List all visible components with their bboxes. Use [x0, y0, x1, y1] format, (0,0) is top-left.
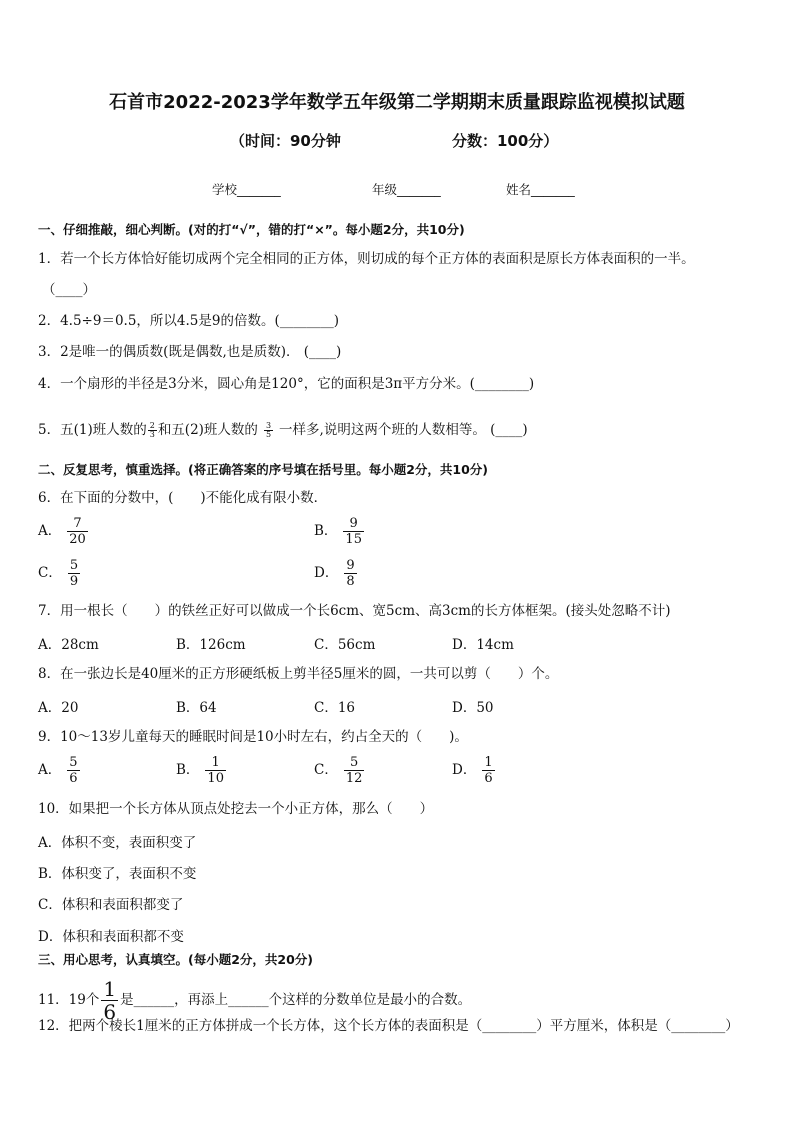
question-6: 6．在下面的分数中，( )不能化成有限小数． [38, 490, 328, 506]
q9-option-a[interactable]: A． $\frac{5}{6}$ [38, 755, 78, 786]
q7-option-d[interactable]: D．14cm [452, 637, 514, 653]
question-5-middle: 和五(2)班人数的 [157, 422, 258, 438]
q8-option-a[interactable]: A．20 [38, 700, 79, 716]
q6-option-a[interactable]: A． $\frac{7}{20}$ [38, 516, 86, 547]
q9-option-c[interactable]: C． $\frac{5}{12}$ [314, 755, 363, 786]
question-11-suffix: 是______，再添上______个这样的分数单位是最小的合数。 [120, 992, 472, 1008]
school-field[interactable]: 学校_______ [212, 182, 281, 197]
q7-option-b[interactable]: B．126cm [176, 637, 246, 653]
q9-option-d-fraction: $\frac{1}{6}$ [484, 755, 493, 786]
q8-option-b[interactable]: B．64 [176, 700, 217, 716]
section1-heading: 一、仔细推敲，细心判断。(对的打“√”，错的打“×”。每小题2分，共10分) [38, 222, 465, 237]
q6-option-c-fraction: $\frac{5}{9}$ [69, 558, 79, 589]
q6-option-b-fraction: $\frac{9}{15}$ [345, 516, 362, 547]
exam-time: （时间：90分钟 [230, 132, 341, 150]
question-1-answer[interactable]: （____） [42, 282, 96, 298]
q10-option-a[interactable]: A．体积不变，表面积变了 [38, 835, 197, 851]
fraction-two-thirds: $\frac{2}{3}$ [149, 421, 155, 439]
question-12: 12．把两个棱长1厘米的正方体拼成一个长方体，这个长方体的表面积是（________）平方厘米，体积是（________） [38, 1018, 739, 1034]
question-5-suffix: 一样多,说明这两个班的人数相等。 (____) [279, 422, 528, 438]
question-5-prefix: 5．五(1)班人数的 [38, 422, 147, 438]
q6-option-a-fraction: $\frac{7}{20}$ [69, 516, 86, 547]
q6-option-d[interactable]: D． $\frac{9}{8}$ [314, 558, 355, 589]
q9-option-b-fraction: $\frac{1}{10}$ [207, 755, 224, 786]
exam-score: 分数：100分） [452, 132, 559, 150]
question-2: 2．4.5÷9＝0.5，所以4.5是9的倍数。(________) [38, 313, 340, 329]
q9-option-d[interactable]: D． $\frac{1}{6}$ [452, 755, 493, 786]
grade-field[interactable]: 年级_______ [372, 182, 441, 197]
q9-option-a-fraction: $\frac{5}{6}$ [69, 755, 78, 786]
question-1-text: 1．若一个长方体恰好能切成两个完全相同的正方体，则切成的每个正方体的表面积是原长方体表面积的一半。 [38, 251, 695, 267]
q9-option-b[interactable]: B． $\frac{1}{10}$ [176, 755, 224, 786]
q10-option-c[interactable]: C．体积和表面积都变了 [38, 897, 184, 913]
q10-option-d[interactable]: D．体积和表面积都不变 [38, 929, 184, 945]
question-10: 10．如果把一个长方体从顶点处挖去一个小正方体，那么（ ） [38, 801, 434, 817]
q8-option-c[interactable]: C．16 [314, 700, 356, 716]
section3-heading: 三、用心思考，认真填空。(每小题2分，共20分) [38, 952, 314, 967]
q7-option-a[interactable]: A．28cm [38, 637, 99, 653]
question-4: 4．一个扇形的半径是3分米，圆心角是120°，它的面积是3π平方分米。(________) [38, 376, 535, 392]
question-11-prefix: 11．19个 [38, 992, 100, 1008]
q6-option-c[interactable]: C． $\frac{5}{9}$ [38, 558, 79, 589]
question-5 [38, 420, 528, 440]
q8-option-d[interactable]: D．50 [452, 700, 494, 716]
q10-option-b[interactable]: B．体积变了，表面积不变 [38, 866, 197, 882]
question-7: 7．用一根长（ ）的铁丝正好可以做成一个长6cm、宽5cm、高3cm的长方体框架。(接头处忽略不计) [38, 603, 671, 619]
question-9: 9．10～13岁儿童每天的睡眠时间是10小时左右，约占全天的（ )。 [38, 729, 468, 745]
question-3: 3．2是唯一的偶质数(既是偶数,也是质数)． (____) [38, 344, 342, 360]
fraction-one-sixth: $\frac{1}{6}$ [103, 977, 117, 1024]
q9-option-c-fraction: $\frac{5}{12}$ [345, 755, 363, 786]
q6-option-b[interactable]: B． $\frac{9}{15}$ [314, 516, 362, 547]
q7-option-c[interactable]: C．56cm [314, 637, 376, 653]
question-8: 8．在一张边长是40厘米的正方形硬纸板上剪半径5厘米的圆，一共可以剪（ ）个。 [38, 666, 559, 682]
name-field[interactable]: 姓名_______ [506, 182, 575, 197]
q6-option-d-fraction: $\frac{9}{8}$ [346, 558, 355, 589]
exam-title: 石首市2022-2023学年数学五年级第二学期期末质量跟踪监视模拟试题 [109, 92, 685, 113]
section2-heading: 二、反复思考，慎重选择。(将正确答案的序号填在括号里。每小题2分，共10分) [38, 462, 489, 477]
fraction-three-fifths: $\frac{3}{5}$ [265, 421, 272, 439]
